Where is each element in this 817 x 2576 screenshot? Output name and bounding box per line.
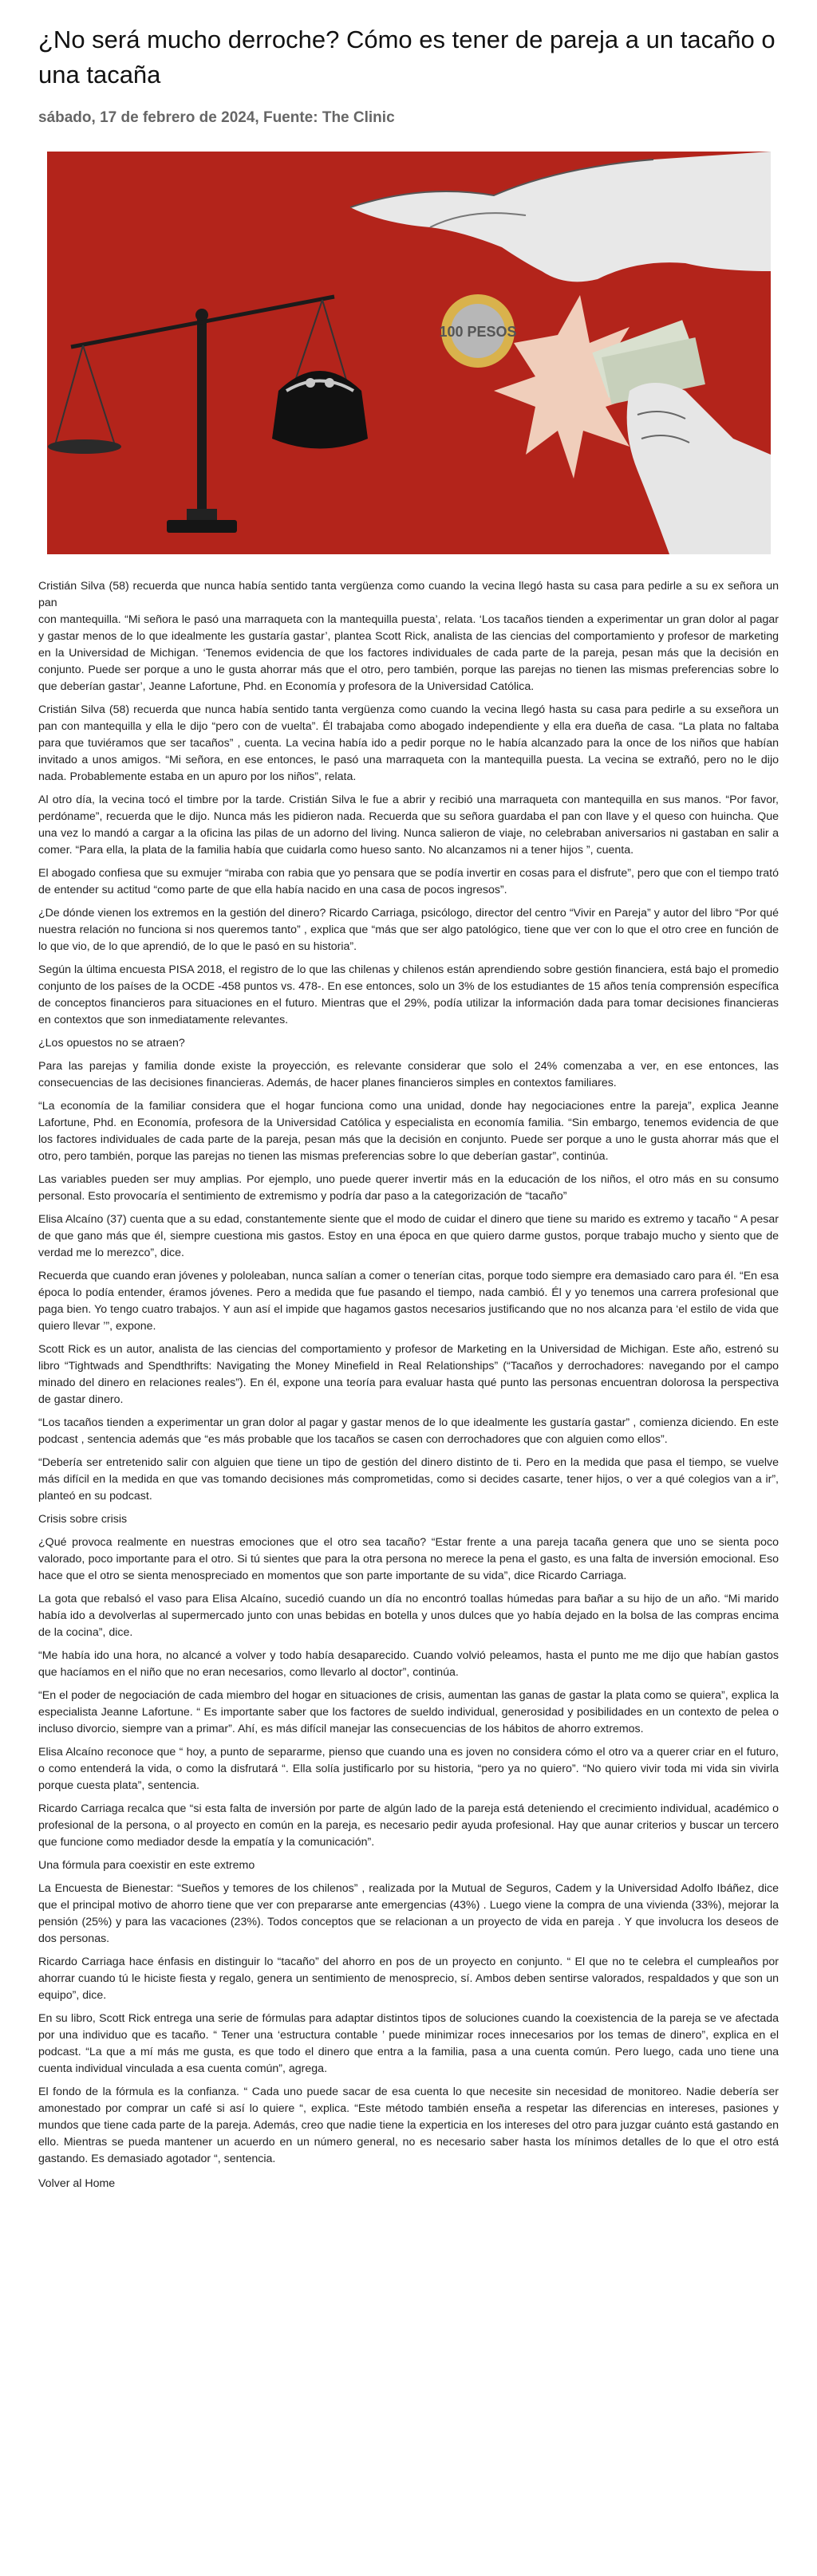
hero-illustration — [47, 152, 771, 554]
section-subheading: Crisis sobre crisis — [38, 1513, 128, 1526]
article-paragraph: “Me había ido una hora, no alcancé a volver y todo había desaparecido. Cuando volvió peleamos, hasta el punto me me dijo que habían gastos que hacíamos en el niño que no eran necesarios, como llevarlo al doctor”, continúa. — [38, 1649, 779, 1679]
article-body — [38, 578, 779, 2168]
article-paragraph: Ricardo Carriaga recalca que “si esta falta de inversión por parte de algún lado de la pareja está deteniendo el crecimiento individual, académico o profesional de la persona, o al proyecto en común en la pareja, es necesario pedir ayuda profesional. Hay que aunar criterios y buscar un tercero que funcione como mediador desde la empatía y la comunicación”. — [38, 1802, 779, 1849]
article-paragraph: La Encuesta de Bienestar: “Sueños y temores de los chilenos” , realizada por la Mutual de Seguros, Cadem y la Universidad Adolfo Ibáñez, dice que el principal motivo de ahorro tiene que ver con prepararse ante emergencias (43%) . Luego viene la compra de una vivienda (33%), mejorar la pensión (25%) y para las vacaciones (23%). Todos conceptos que se relacionan a un proyecto de vida en pareja . Y que involucra los deseos de dos personas. — [38, 1882, 779, 1945]
article-paragraph: Cristián Silva (58) recuerda que nunca había sentido tanta vergüenza como cuando la vecina llegó hasta su casa para pedirle a su ex señora un pan con mantequilla. “Mi señora le pasó una marraqueta con la mantequilla puesta’, relata. ‘Los tacaños tienden a experimentar un gran dolor al pagar y gastar menos de lo que idealmente les gustaría gastar’, plantea Scott Rick, analista de las ciencias del comportamiento y profesor de marketing en la Universidad de Michigan. ‘Tenemos evidencia de que los factores individuales de cada parte de la pareja, pesan más que la decisión en conjunto. Puede ser porque a uno le gusta ahorrar más que el otro, pero también, porque las parejas no tienen las mismas preferencias sobre lo que deberían gastar’, Jeanne Lafortune, Phd. en Economía y profesora de la Universidad Católica. — [38, 580, 779, 693]
article-paragraph: El abogado confiesa que su exmujer “miraba con rabia que yo pensara que se podía invertir en cosas para el disfrute”, pero que con el tiempo trató de entender su actitud “como parte de que ella había nacido en una casa de pocos ingresos”. — [38, 867, 779, 896]
article-paragraph: ¿De dónde vienen los extremos en la gestión del dinero? Ricardo Carriaga, psicólogo, director del centro “Vivir en Pareja” y autor del libro “Por qué nuestra relación no funciona si nos queremos tanto” , explica que “más que ser algo patológico, tiene que ver con lo que el otro cree en función de lo que vio, de lo que aprendió, de lo que le pasó en su historia”. — [38, 907, 779, 953]
article-paragraph: La gota que rebalsó el vaso para Elisa Alcaíno, sucedió cuando un día no encontró toallas húmedas para bañar a su hijo de un año. “Mi marido había ido a devolverlas al supermercado junto con unas bebidas en botella y unos dulces que yo había dejado en la bolsa de las compras encima de la cocina”, dice. — [38, 1593, 779, 1639]
article-meta: sábado, 17 de febrero de 2024, Fuente: The Clinic — [38, 109, 395, 126]
article-paragraph: En su libro, Scott Rick entrega una serie de fórmulas para adaptar distintos tipos de soluciones cuando la coexistencia de la pareja se ve afectada por una individuo que es tacaño. “ Tener una ‘estructura contable ’ puede minimizar roces innecesarios por los temas de dinero”, explica en el podcast. “La que a mí más me gusta, es que todo el dinero que entra a la familia, pasa a una cuenta común. Pero luego, cada uno tiene una cuenta individual vinculada a esa cuenta común”, agrega. — [38, 2012, 779, 2075]
article-paragraph: Las variables pueden ser muy amplias. Por ejemplo, uno puede querer invertir más en la educación de los niños, el otro más en su consumo personal. Esto provocaría el sentimiento de extremismo y podría dar paso a la categorización de “tacaño” — [38, 1173, 779, 1203]
section-subheading: ¿Los opuestos no se atraen? — [38, 1037, 185, 1050]
article-paragraph: Para las parejas y familia donde existe la proyección, es relevante considerar que solo el 24% comenzaba a ver, en ese entonces, las consecuencias de las decisiones financieras. Además, de hacer planes financieros simples en contextos familiares. — [38, 1060, 779, 1089]
article-paragraph: Ricardo Carriaga hace énfasis en distinguir lo “tacaño” del ahorro en pos de un proyecto en conjunto. “ El que no te celebra el cumpleaños por ahorrar cuando tú le hiciste fiesta y regalo, genera un sentimiento de menosprecio, sí. Ambos deben sentirse valorados, respaldados y que son un equipo”, dice. — [38, 1956, 779, 2002]
article-paragraph: “En el poder de negociación de cada miembro del hogar en situaciones de crisis, aumentan las ganas de gastar la plata como se quiera”, explica la especialista Jeanne Lafortune. “ Es importante saber que los factores de sueldo individual, generosidad y posibilidades en un contexto de pelea o incluso divorcio, siempre van a primar”. Ahí, es más difícil manejar las consecuencias de los hábitos de ahorro extremos. — [38, 1689, 779, 1735]
article-paragraph: El fondo de la fórmula es la confianza. “ Cada uno puede sacar de esa cuenta lo que necesite sin necesidad de monitoreo. Nadie debería ser amonestado por comprar un café si así lo quiere “, explica. “Este método también enseña a respetar las diferencias en intereses, pasiones y mundos que tiene cada parte de la pareja. Además, creo que nadie tiene la experticia en los intereses del otro para juzgar cuánto está gastando en ello. Mientras se pueda mantener un acuerdo en un número general, no es necesario saber hasta los mínimos detalles de lo que el otro está gastando. Es demasiado agotador “, sentencia. — [38, 2086, 779, 2165]
article-paragraph: Cristián Silva (58) recuerda que nunca había sentido tanta vergüenza como cuando la vecina llegó hasta su casa para pedirle a su exseñora un pan con mantequilla y ella le dijo “pero con de vuelta”. Él trabajaba como abogado independiente y ella era dueña de casa. “La plata no faltaba para que tuviéramos que ser tacaños” , cuenta. La vecina había ido a pedir porque no le había alcanzado para la once de los niños que habían invitado a unos amigos. “Mi señora, en ese entonces, le pasó una marraqueta con la mantequilla puesta. La vecina se extrañó, pero no le dijo nada. Probablemente estaba en un apuro por los niños”, relata. — [38, 703, 779, 783]
article-paragraph: Recuerda que cuando eran jóvenes y pololeaban, nunca salían a comer o tenerían citas, porque todo siempre era demasiado caro para él. “En esa época lo podía entender, éramos jóvenes. Pero a medida que fue pasando el tiempo, nada cambió. Él y yo tenemos una carrera profesional que paga bien. Yo tengo cuatro trabajos. Y aun así el impide que hagamos gastos necesarios justificando que no nos alcanza para ‘el estilo de vida que quiero llevar ’”, expone. — [38, 1270, 779, 1333]
article-paragraph: Elisa Alcaíno (37) cuenta que a su edad, constantemente siente que el modo de cuidar el dinero que tiene su marido es extremo y tacaño “ A pesar de que gano más que él, siempre cuestiona mis gastos. Estoy en una época en que quiero darme gustos, porque trabajo mucho y siento que de verdad me lo merezco”, dice. — [38, 1213, 779, 1259]
coin-label: 100 PESOS — [438, 324, 517, 340]
article-paragraph: “Los tacaños tienden a experimentar un gran dolor al pagar y gastar menos de lo que idealmente les gustaría gastar” , comienza diciendo. En este podcast , sentencia además que “es más probable que los tacaños se casen con derrochadores que con alguien como ellos”. — [38, 1416, 779, 1446]
article-paragraph: Al otro día, la vecina tocó el timbre por la tarde. Cristián Silva le fue a abrir y recibió una marraqueta con mantequilla en sus manos. “Por favor, perdóname”, recuerda que le dijo. Nunca más les pidieron nada. Recuerda que su señora guardaba el pan con llave y el queso con huincha. Que una vez lo mandó a cargar a la oficina las pilas de un adorno del living. Nunca salieron de viaje, no celebraban aniversarios ni gastaban en salir a comer. “Para ella, la plata de la familia había que cuidarla como hueso santo. No alcanzamos ni a tener hijos ”, cuenta. — [38, 794, 779, 857]
article-paragraph: “La economía de la familiar considera que el hogar funciona como una unidad, donde hay negociaciones entre la pareja”, explica Jeanne Lafortune, Phd. en Economía, profesora de la Universidad Católica y especialista en economía familia. “Sin embargo, tenemos evidencia de que los factores individuales de cada parte de la pareja, pesan más que la decisión en conjunto. Puede ser porque a uno le gusta ahorrar más que el otro, pero también, porque las parejas no tienen las mismas preferencias sobre lo que deberían gastar”, continúa. — [38, 1100, 779, 1163]
article-paragraph: Scott Rick es un autor, analista de las ciencias del comportamiento y profesor de Marketing en la Universidad de Michigan. Este año, estrenó su libro “Tightwads and Spendthrifts: Navigating the Money Minefield in Real Relationships” (“Tacaños y derrochadores: navegando por el campo minado del dinero en relaciones reales”). En él, expone una teoría para evaluar hasta qué punto las personas encuentran dolorosa la perspectiva de gastar dinero. — [38, 1343, 779, 1406]
back-to-home-link[interactable]: Volver al Home — [38, 2177, 116, 2190]
article-paragraph: Según la última encuesta PISA 2018, el registro de lo que las chilenas y chilenos están aprendiendo sobre gestión financiera, está bajo el promedio conjunto de los países de la OCDE -458 puntos vs. 478-. En ese entonces, solo un 3% de los estudiantes de 15 años tenía comprensión específica de conceptos financieros para situaciones en el futuro. Mientras que el 29%, podía utilizar la información dada para tomar decisiones financieras en contextos que son inmediatamente relevantes. — [38, 963, 779, 1026]
section-subheading: Una fórmula para coexistir en este extremo — [38, 1859, 255, 1872]
article-paragraph: “Debería ser entretenido salir con alguien que tiene un tipo de gestión del dinero distinto de ti. Pero en la medida que pasa el tiempo, se vuelve más difícil en la medida en que vas tomando decisiones más comprometidas, como si decides casarte, tener hijos, o ver a qué colegios van a ir”, planteó en su podcast. — [38, 1456, 779, 1503]
article-title: ¿No será mucho derroche? Cómo es tener de pareja a un tacaño o una tacaña — [38, 26, 776, 89]
article-paragraph: Elisa Alcaíno reconoce que “ hoy, a punto de separarme, pienso que cuando una es joven no considera cómo el otro va a querer criar en el futuro, o como entenderá la vida, o como la disfrutará “. Ella solía justificarlo por su historia, “pero ya no quiero”. “No quiero vivir toda mi vida sin vivirla porque cuesta plata”, sentencia. — [38, 1746, 779, 1792]
article-paragraph: ¿Qué provoca realmente en nuestras emociones que el otro sea tacaño? “Estar frente a una pareja tacaña genera que uno se sienta poco valorado, poco importante para el otro. Si tú sientes que para la otra persona no merece la pena el gasto, es una falta de inversión emocional. Eso hace que el otro se sienta menospreciado en momentos que son parte importante de su vida”, dice Ricardo Carriaga. — [38, 1536, 779, 1582]
hero-image — [47, 152, 771, 554]
